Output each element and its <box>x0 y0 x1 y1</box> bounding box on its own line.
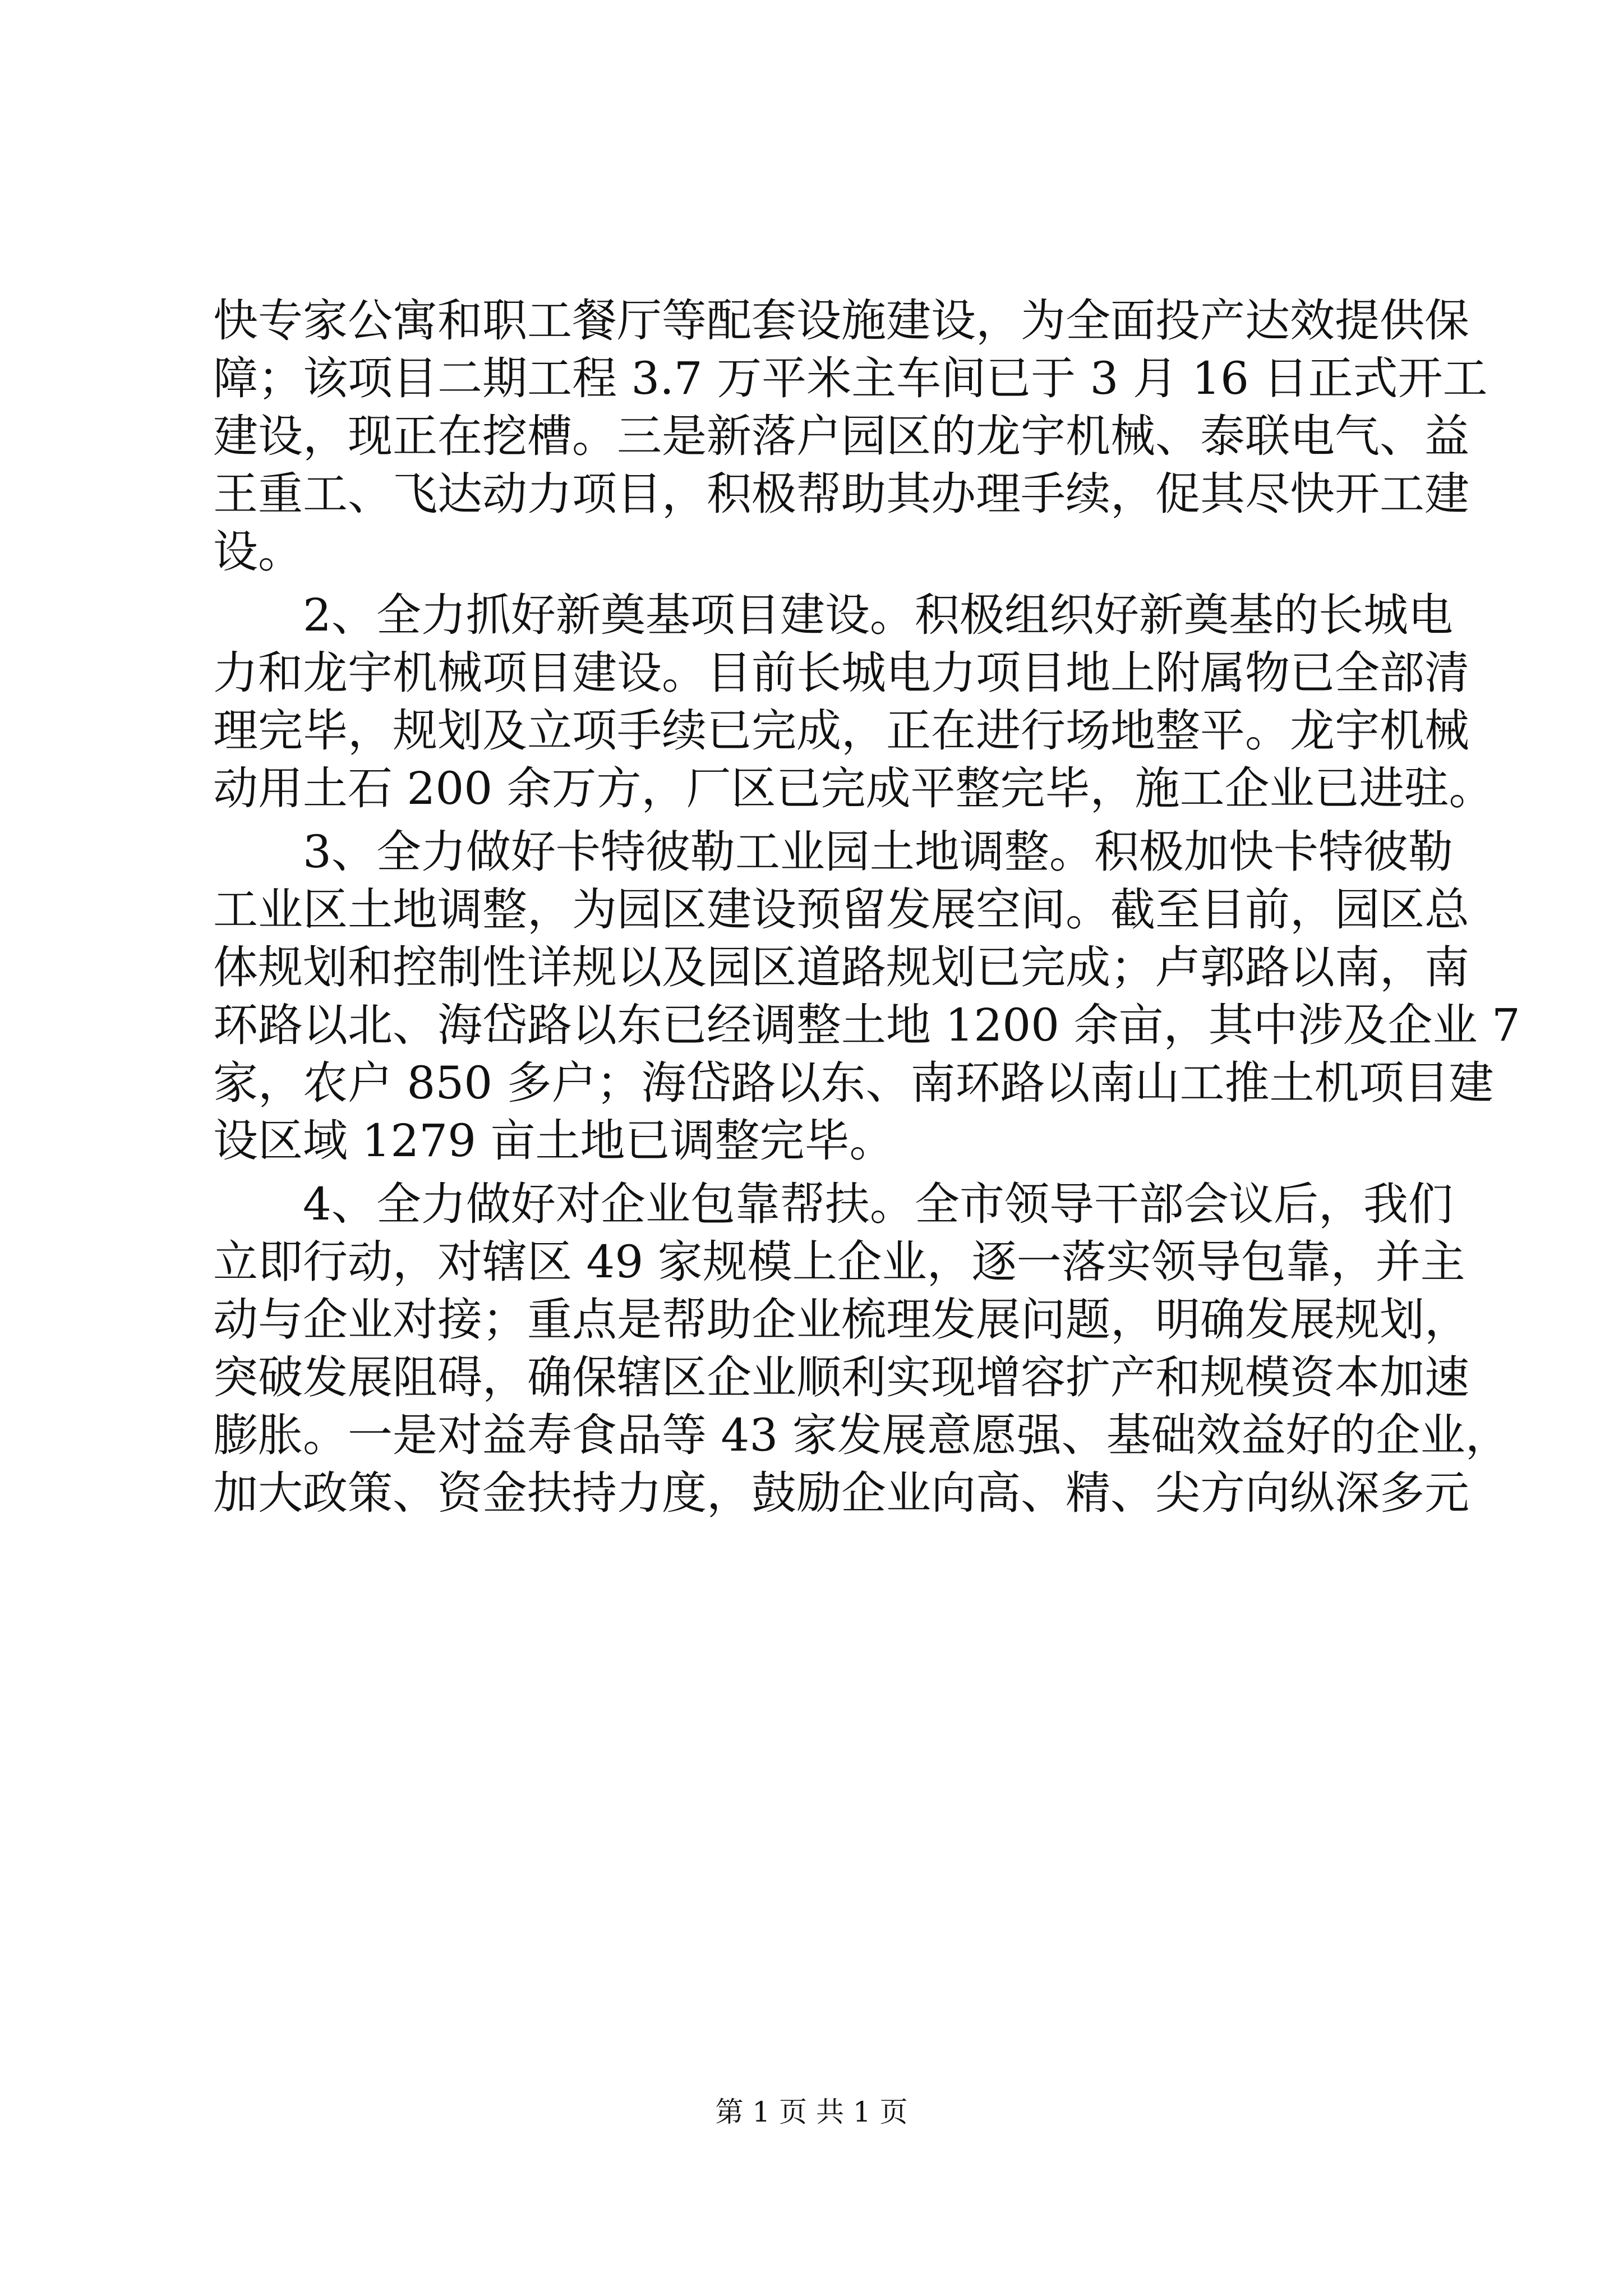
text-line: 动与企业对接；重点是帮助企业梳理发展问题，明确发展规划， <box>213 1294 1469 1346</box>
text-line: 加大政策、资金扶持力度，鼓励企业向高、精、尖方向纵深多元 <box>213 1467 1469 1519</box>
text-line: 障；该项目二期工程 3.7 万平米主车间已于 3 月 16 日正式开工 <box>213 352 1488 404</box>
paragraph <box>213 292 1488 581</box>
text-line: 膨胀。一是对益寿食品等 43 家发展意愿强、基础效益好的企业， <box>213 1409 1510 1461</box>
paragraph <box>213 586 1494 817</box>
document-body <box>213 292 1520 1522</box>
text-line: 王重工、飞达动力项目，积极帮助其办理手续，促其尽快开工建 <box>213 468 1469 520</box>
page-number: 第 1 页 共 1 页 <box>715 2096 908 2128</box>
text-line: 环路以北、海岱路以东已经调整土地 1200 余亩，其中涉及企业 7 <box>213 999 1520 1051</box>
text-line: 动用土石 200 余万方，厂区已完成平整完毕，施工企业已进驻。 <box>213 762 1494 815</box>
text-line: 建设，现正在挖槽。三是新落户园区的龙宇机械、泰联电气、益 <box>213 410 1469 462</box>
text-line: 突破发展阻碍，确保辖区企业顺利实现增容扩产和规模资本加速 <box>213 1351 1469 1404</box>
page-footer <box>0 2095 1623 2129</box>
text-line: 立即行动，对辖区 49 家规模上企业，逐一落实领导包靠，并主 <box>213 1236 1465 1288</box>
text-line: 理完毕，规划及立项手续已完成，正在进行场地整平。龙宇机械 <box>213 705 1469 757</box>
text-line: 家，农户 850 多户；海岱路以东、南环路以南山工推土机项目建 <box>213 1057 1494 1109</box>
text-line: 快专家公寓和职工餐厅等配套设施建设，为全面投产达效提供保 <box>213 295 1469 347</box>
text-line: 力和龙宇机械项目建设。目前长城电力项目地上附属物已全部清 <box>213 647 1469 699</box>
text-line: 设。 <box>213 526 303 578</box>
text-line: 4、全力做好对企业包靠帮扶。全市领导干部会议后，我们 <box>213 1178 1453 1230</box>
paragraph <box>213 1175 1510 1522</box>
text-line: 工业区土地调整，为园区建设预留发展空间。截至目前，园区总 <box>213 884 1469 936</box>
text-line: 设区域 1279 亩土地已调整完毕。 <box>213 1115 895 1167</box>
paragraph <box>213 823 1520 1170</box>
text-line: 3、全力做好卡特彼勒工业园土地调整。积极加快卡特彼勒 <box>213 826 1453 878</box>
text-line: 2、全力抓好新奠基项目建设。积极组织好新奠基的长城电 <box>213 589 1453 641</box>
text-line: 体规划和控制性详规以及园区道路规划已完成；卢郭路以南，南 <box>213 941 1469 993</box>
